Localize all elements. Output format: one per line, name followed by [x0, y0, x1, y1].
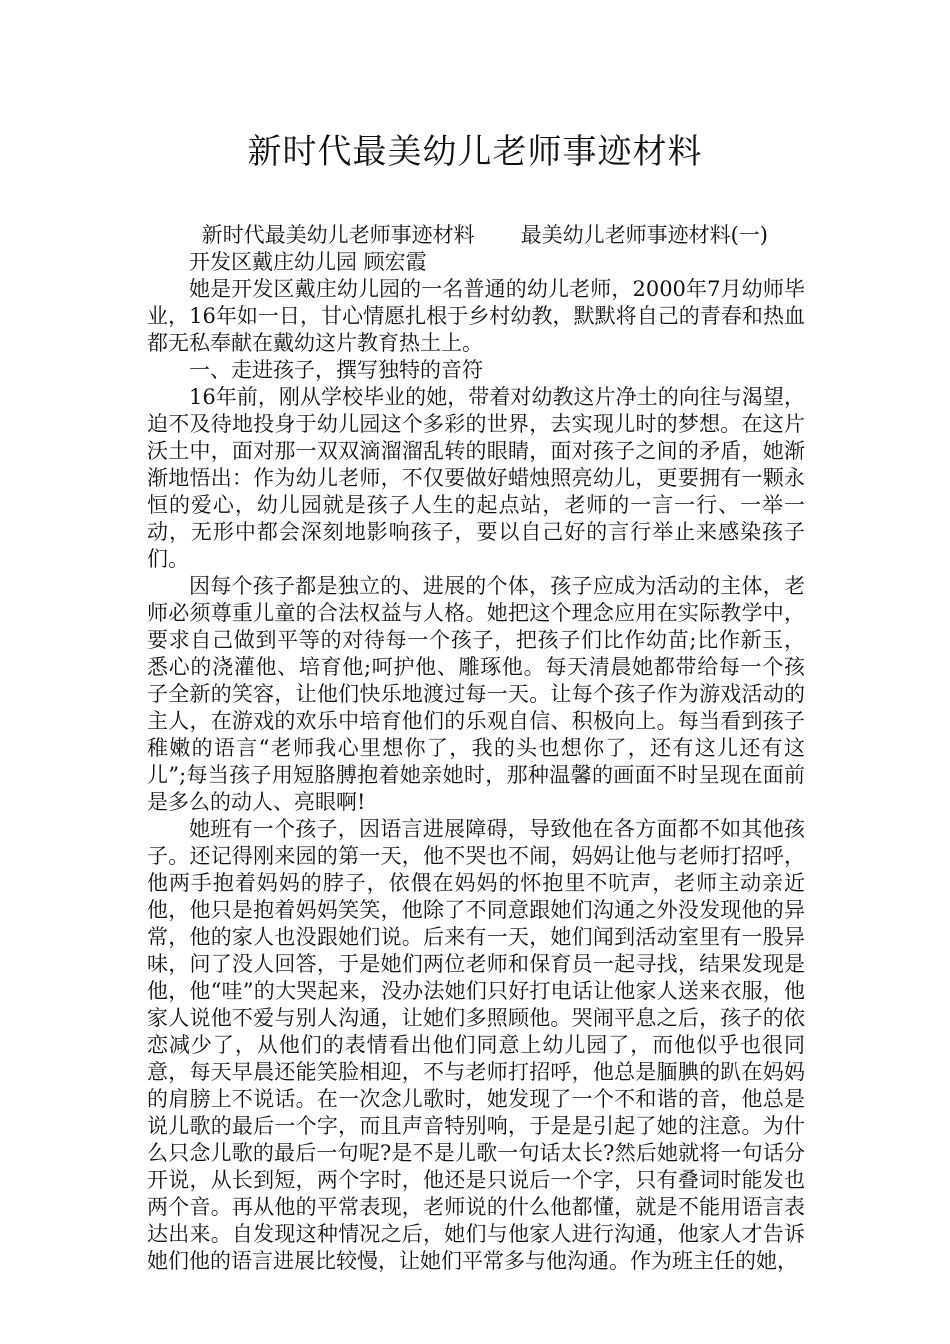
paragraph: 16年前，刚从学校毕业的她，带着对幼教这片净土的向往与渴望，迫不及待地投身于幼儿园这个多彩的世界，去实现儿时的梦想。在这片沃土中，面对那一双双滴溜溜乱转的眼睛，面对孩子之间的矛盾，她渐渐地悟出：作为幼儿老师，不仅要做好蜡烛照亮幼儿，更要拥有一颗永恒的爱心，幼儿园就是孩子人生的起点站，老师的一言一行、一举一动，无形中都会深刻地影响孩子，要以自己好的言行举止来感染孩子们。 [147, 385, 805, 571]
header-right: 最美幼儿老师事迹材料(一) [520, 223, 768, 247]
paragraph: 因每个孩子都是独立的、进展的个体，孩子应成为活动的主体，老师必须尊重儿童的合法权益与人格。她把这个理念应用在实际教学中，要求自己做到平等的对待每一个孩子，把孩子们比作幼苗;比作新玉，悉心的浇灌他、培育他;呵护他、雕琢他。每天清晨她都带给每一个孩子全新的笑容，让他们快乐地渡过每一天。让每个孩子作为游戏活动的主人，在游戏的欢乐中培育他们的乐观自信、积极向上。每当看到孩子稚嫩的语言“老师我心里想你了，我的头也想你了，还有这儿还有这儿”;每当孩子用短胳膊抱着她亲她时，那种温馨的画面不时呈现在面前是多么的动人、亮眼啊! [147, 574, 805, 814]
author-line: 开发区戴庄幼儿园 顾宏霞 [189, 250, 427, 274]
header-left: 新时代最美幼儿老师事迹材料 [201, 223, 475, 247]
paragraph: 她是开发区戴庄幼儿园的一名普通的幼儿老师，2000年7月幼师毕业，16年如一日，甘心情愿扎根于乡村幼教，默默将自己的青春和热血都无私奉献在戴幼这片教育热土上。 [147, 277, 805, 355]
section-heading: 一、走进孩子，撰写独特的音符 [189, 358, 483, 382]
header-line [147, 222, 805, 249]
paragraph: 她班有一个孩子，因语言进展障碍，导致他在各方面都不如其他孩子。还记得刚来园的第一天，他不哭也不闹，妈妈让他与老师打招呼，他两手抱着妈妈的脖子，依偎在妈妈的怀抱里不吭声，老师主动亲近他，他只是抱着妈妈笑笑，他除了不同意跟她们沟通之外没发现他的异常，他的家人也没跟她们说。后来有一天，她们闻到活动室里有一股异味，问了没人回答，于是她们两位老师和保育员一起寻找，结果发现是他，他“哇”的大哭起来，没办法她们只好打电话让他家人送来衣服，他家人说他不爱与别人沟通，让她们多照顾他。哭闹平息之后，孩子的依恋减少了，从他们的表情看出他们同意上幼儿园了，而他似乎也很同意，每天早晨还能笑脸相迎，不与老师打招呼，他总是腼腆的趴在妈妈的肩膀上不说话。在一次念儿歌时，她发现了一个不和谐的音，他总是说儿歌的最后一个字，而且声音特别响，于是是引起了她的注意。为什么只念儿歌的最后一句呢?是不是儿歌一句话太长?然后她就将一句话分开说，从长到短，两个字时，他还是只说后一个字，只有叠词时能发也两个音。再从他的平常表现，老师说的什么他都懂，就是不能用语言表达出来。自发现这种情况之后，她们与他家人进行沟通，他家人才告诉她们他的语言进展比较慢，让她们平常多与他沟通。作为班主任的她， [147, 817, 805, 1273]
document-title: 新时代最美幼儿老师事迹材料 [247, 132, 703, 172]
document-body [147, 222, 805, 1275]
